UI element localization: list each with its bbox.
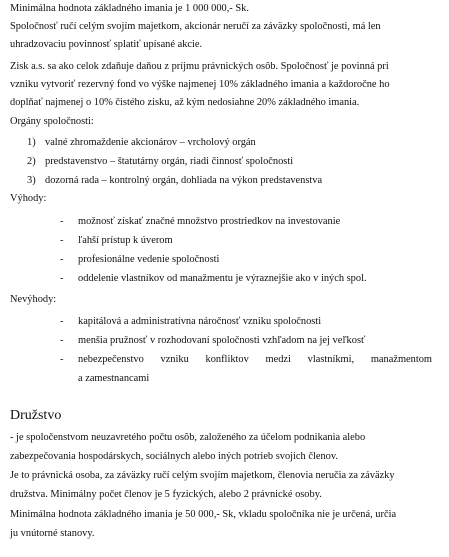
dash-bullet: - <box>60 235 64 246</box>
list-item <box>27 172 322 190</box>
list-item-text: valné zhromaždenie akcionárov – vrcholový orgán <box>45 137 256 148</box>
section-heading: Družstvo <box>10 408 62 423</box>
text-line: družstva. Minimálny počet členov je 5 fyzických, alebo 2 právnické osoby. <box>10 489 322 500</box>
list-item <box>60 351 432 369</box>
list-item-text: dozorná rada – kontrolný orgán, dohliada na výkon predstavenstva <box>45 175 323 186</box>
text-line: Zisk a.s. sa ako celok zdaňuje daňou z príjmu právnických osôb. Spoločnosť je povinná pri <box>10 61 389 72</box>
list-item-text: nebezpečenstvo vzniku konfliktov medzi vlastníkmi, manažmentom <box>78 354 432 365</box>
list-number: 1) <box>27 137 36 148</box>
text-line: doplňať najmenej o 10% čistého zisku, až kým nedosiahne 20% základného imania. <box>10 97 360 108</box>
text-line: Minimálna hodnota základného imania je 50 000,- Sk, vkladu spoločníka nie je určená, určia <box>10 509 397 520</box>
list-number: 2) <box>27 156 36 167</box>
list-item <box>27 134 256 152</box>
list-item <box>60 232 173 250</box>
list-item <box>60 213 340 231</box>
list-item <box>60 251 219 269</box>
text-line: - je spoločenstvom neuzavretého počtu osôb, založeného za účelom podnikania alebo <box>10 432 366 443</box>
dash-bullet: - <box>60 273 64 284</box>
list-item-text: a zamestnancami <box>78 373 150 384</box>
text-line: vzniku vytvoriť rezervný fond vo výške najmenej 10% základného imania a každoročne ho <box>10 79 390 90</box>
list-item-text: menšia pružnosť v rozhodovaní spoločnosti vzhľadom na jej veľkosť <box>78 335 366 346</box>
list-item-text: oddelenie vlastníkov od manažmentu je výraznejšie ako v iných spol. <box>78 273 367 284</box>
dash-bullet: - <box>60 254 64 265</box>
text-line: Minimálna hodnota základného imania je 1 000 000,- Sk. <box>10 3 249 14</box>
list-item <box>27 153 293 171</box>
text-line: zabezpečovania hospodárskych, sociálnych alebo iných potrieb svojich členov. <box>10 451 338 462</box>
dash-bullet: - <box>60 354 64 365</box>
list-item <box>60 332 365 350</box>
dash-bullet: - <box>60 216 64 227</box>
list-item <box>60 270 367 288</box>
list-item-text: ľahší prístup k úverom <box>78 235 173 246</box>
list-item-text: predstavenstvo – štatutárny orgán, riadi činnosť spoločnosti <box>45 156 294 167</box>
text-line: uhradzovaciu povinnosť splatiť upísané akcie. <box>10 39 203 50</box>
section-label: Orgány spoločnosti: <box>10 116 94 127</box>
text-line: ju vnútorné stanovy. <box>10 528 95 539</box>
dash-bullet: - <box>60 316 64 327</box>
list-item <box>60 313 321 331</box>
text-line: Je to právnická osoba, za záväzky ručí celým svojím majetkom, členovia neručia za záväzky <box>10 470 395 481</box>
list-item-text: profesionálne vedenie spoločnosti <box>78 254 220 265</box>
list-number: 3) <box>27 175 36 186</box>
list-item-continuation <box>60 370 149 388</box>
dash-bullet: - <box>60 335 64 346</box>
section-label: Nevýhody: <box>10 294 57 305</box>
section-label: Výhody: <box>10 193 47 204</box>
list-item-text: možnosť získať značné množstvo prostriedkov na investovanie <box>78 216 341 227</box>
text-line: Spoločnosť ručí celým svojím majetkom, akcionár neručí za záväzky spoločnosti, má len <box>10 21 381 32</box>
list-item-text: kapitálová a administratívna náročnosť vzniku spoločnosti <box>78 316 322 327</box>
